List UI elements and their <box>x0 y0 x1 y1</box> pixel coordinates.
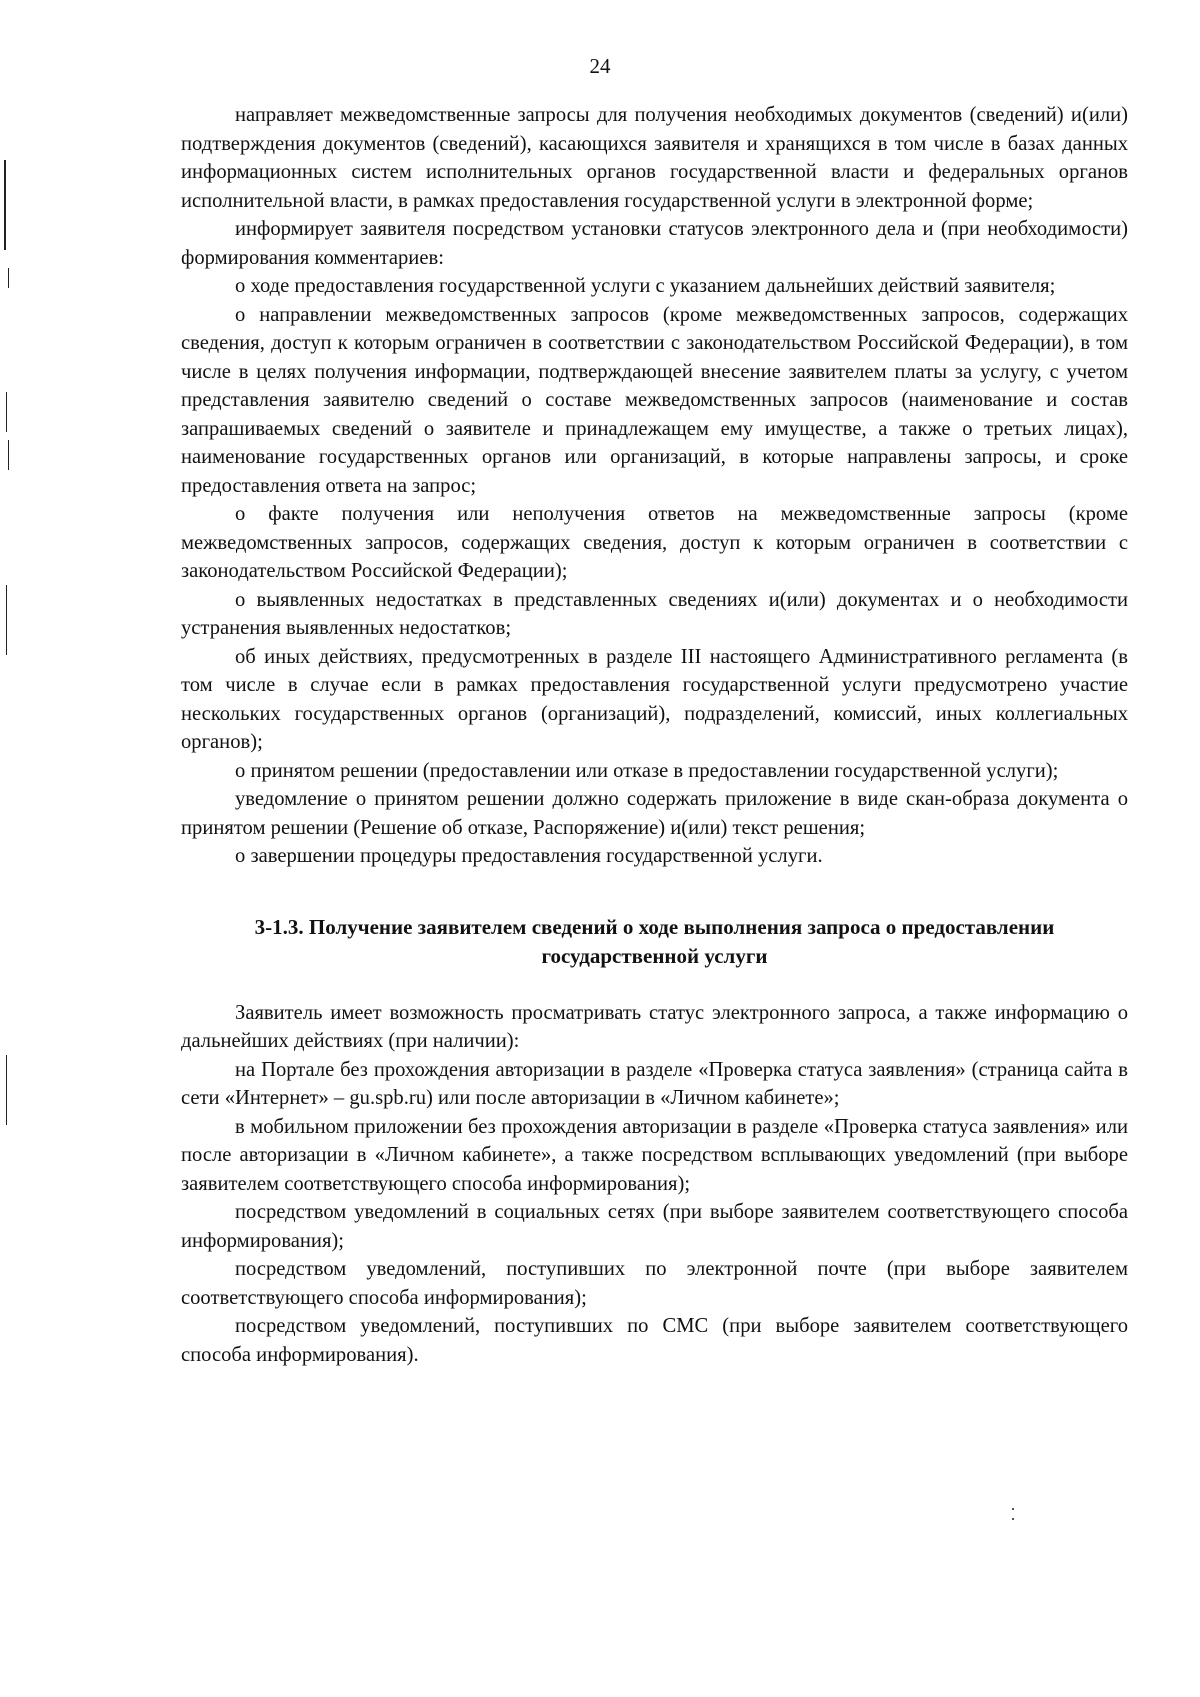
paragraph: в мобильном приложении без прохождения авторизации в разделе «Проверка статуса заявления» или после авторизации в «Личном кабинете», а также посредством всплывающих уведомлений (при выборе заявителем соответствующего способа информирования); <box>181 1115 1128 1195</box>
paragraph: об иных действиях, предусмотренных в разделе III настоящего Административного регламента (в том числе в случае если в рамках предоставления государственной услуги предусмотрено участие нескольких государственных органов (организаций), подразделений, комиссий, иных коллегиальных органов); <box>181 645 1128 753</box>
scan-artifact <box>8 268 9 288</box>
paragraph: посредством уведомлений, поступивших по СМС (при выборе заявителем соответствующего способа информирования). <box>181 1315 1128 1366</box>
scan-artifact <box>6 585 7 655</box>
scan-artifact <box>8 440 9 470</box>
paragraph: о принятом решении (предоставлении или отказе в предоставлении государственной услуги); <box>235 759 1059 782</box>
paragraph: о ходе предоставления государственной услуги с указанием дальнейших действий заявителя; <box>235 275 1056 297</box>
scan-artifact <box>4 160 6 250</box>
paragraph: о факте получения или неполучения ответов на межведомственные запросы (кроме межведомственных запросов, содержащих сведения, доступ к которым ограничен в соответствии с законодательством Российской Федерации); <box>181 503 1128 582</box>
page-number: 24 <box>589 54 611 78</box>
paragraph: о завершении процедуры предоставления государственной услуги. <box>235 845 823 867</box>
scan-artifact <box>1012 1508 1014 1510</box>
paragraph: посредством уведомлений в социальных сетях (при выборе заявителем соответствующего способа информирования); <box>181 1201 1128 1252</box>
paragraph: информирует заявителя посредством установки статусов электронного дела и (при необходимости) формирования комментариев: <box>181 218 1128 269</box>
section-heading: 3-1.3. Получение заявителем сведений о ходе выполнения запроса о предоставлении государственной услуги <box>254 914 1055 968</box>
scan-artifact <box>6 392 7 432</box>
section-spacer <box>181 971 1128 999</box>
section-spacer <box>181 871 1128 899</box>
paragraph: на Портале без прохождения авторизации в разделе «Проверка статуса заявления» (страница сайта в сети «Интернет» – gu.spb.ru) или после авторизации в «Личном кабинете»; <box>181 1058 1128 1109</box>
paragraph: о направлении межведомственных запросов (кроме межведомственных запросов, содержащих сведения, доступ к которым ограничен в соответствии с законодательством Российской Федерации), в том числе в целях получения информации, подтверждающей внесение заявителем платы за услугу, с учетом представления заявителю сведений о составе межведомственных запросов (наименование и состав запрашиваемых сведений о заявителе и принадлежащем ему имуществе, а также о третьих лицах), наименование государственных органов или организаций, в которые направлены запросы, и сроке предоставления ответа на запрос; <box>181 303 1128 497</box>
paragraph: Заявитель имеет возможность просматривать статус электронного запроса, а также информацию о дальнейших действиях (при наличии): <box>181 1001 1128 1052</box>
scan-artifact <box>1012 1518 1014 1520</box>
paragraph: посредством уведомлений, поступивших по электронной почте (при выборе заявителем соответствующего способа информирования); <box>181 1258 1128 1309</box>
document-body <box>181 101 1128 1369</box>
paragraph: уведомление о принятом решении должно содержать приложение в виде скан-образа документа о принятом решении (Решение об отказе, Распоряжение) и(или) текст решения; <box>181 788 1128 839</box>
paragraph: о выявленных недостатках в представленных сведениях и(или) документах и о необходимости устранения выявленных недостатков; <box>181 588 1128 639</box>
scan-artifact <box>6 1055 7 1125</box>
paragraph: направляет межведомственные запросы для получения необходимых документов (сведений) и(или) подтверждения документов (сведений), касающихся заявителя и хранящихся в том числе в базах данных информационных систем исполнительных органов государственной власти и федеральных органов исполнительной власти, в рамках предоставления государственной услуги в электронной форме; <box>181 104 1128 212</box>
